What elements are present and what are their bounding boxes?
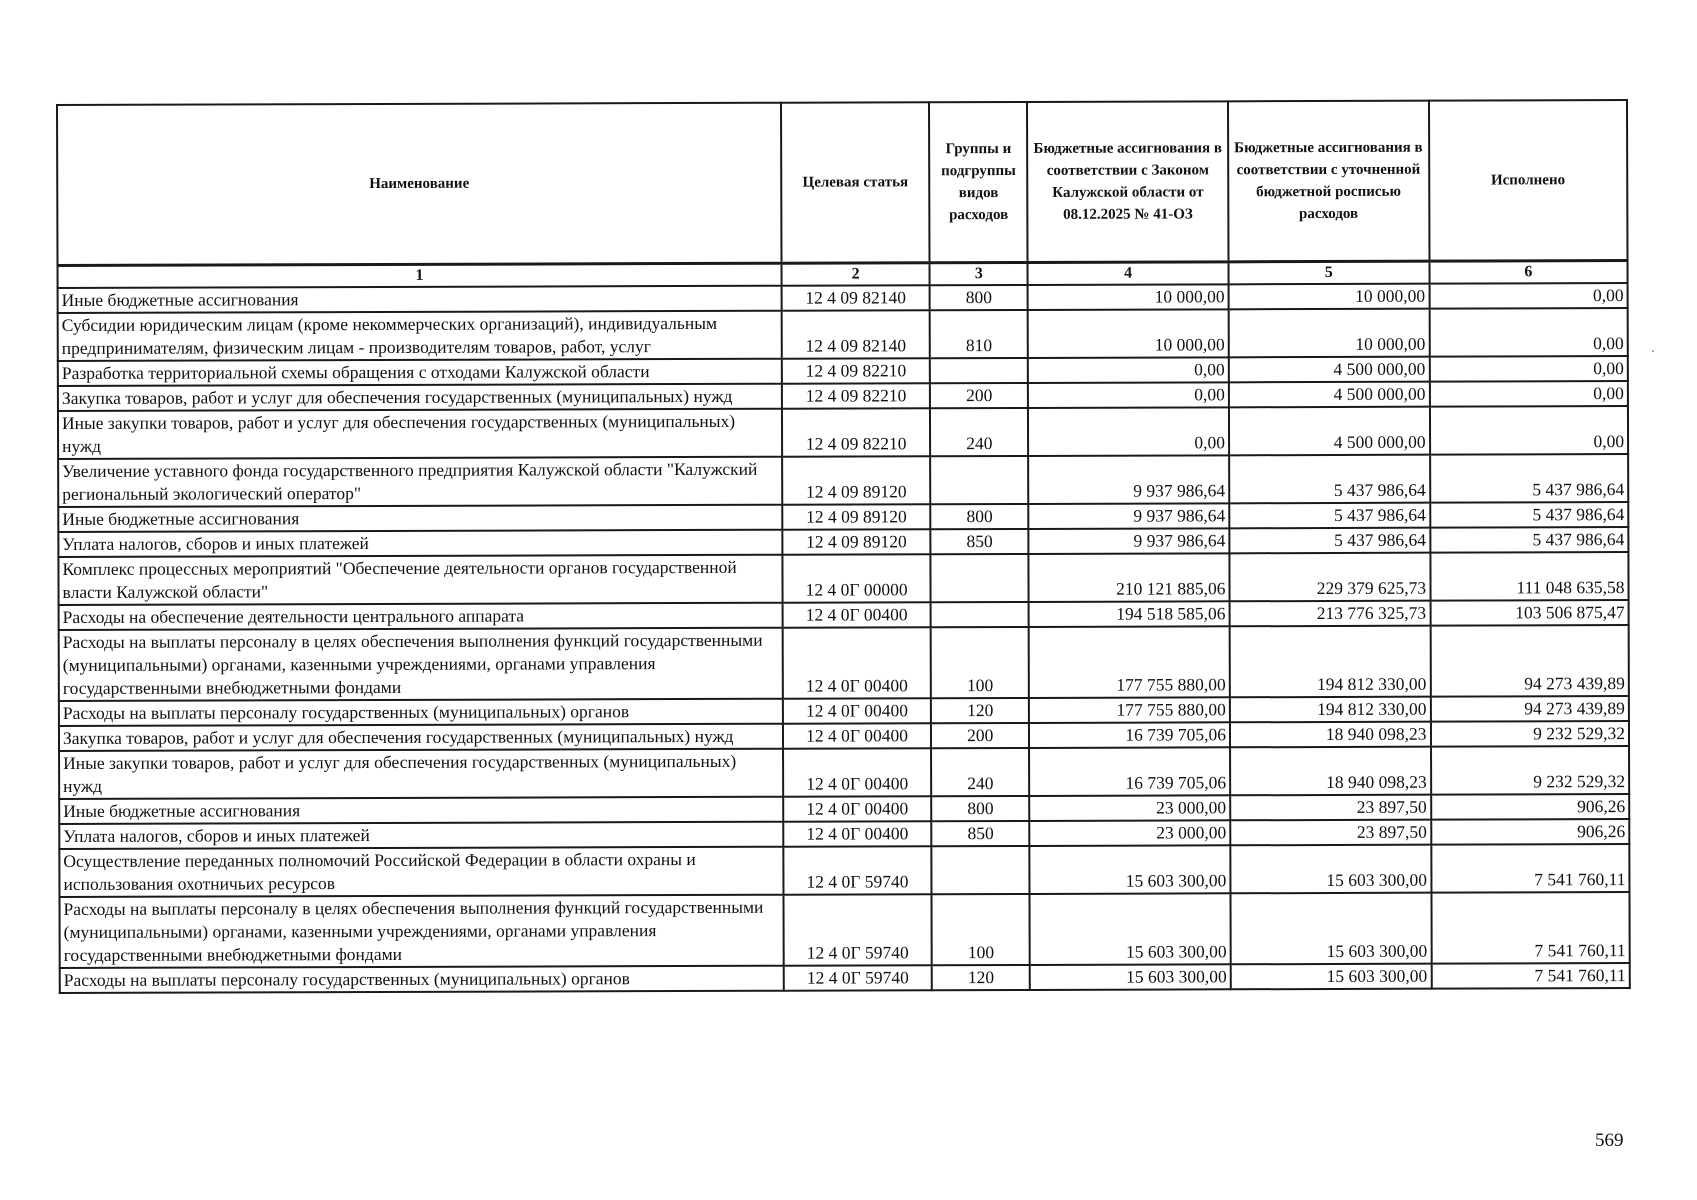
row-law-amount: 23 000,00 xyxy=(1030,795,1231,821)
budget-table-container xyxy=(56,104,1628,994)
row-expense-group: 100 xyxy=(932,894,1030,965)
row-name: Иные бюджетные ассигнования xyxy=(58,505,782,532)
row-law-amount: 16 739 705,06 xyxy=(1029,747,1230,796)
table-row xyxy=(59,625,1629,701)
row-executed-amount: 9 232 529,32 xyxy=(1431,746,1630,795)
row-expense-group: 810 xyxy=(930,310,1028,358)
row-target-article: 12 4 09 82210 xyxy=(782,358,930,383)
row-plan-amount: 10 000,00 xyxy=(1229,284,1430,310)
row-name: Уплата налогов, сборов и иных платежей xyxy=(58,530,782,557)
row-name: Иные бюджетные ассигнования xyxy=(58,286,782,313)
row-law-amount: 0,00 xyxy=(1028,407,1229,456)
row-target-article: 12 4 0Г 00400 xyxy=(783,723,931,748)
table-row xyxy=(58,308,1628,361)
row-name: Уплата налогов, сборов и иных платежей xyxy=(59,822,783,849)
row-law-amount: 9 937 986,64 xyxy=(1029,503,1230,529)
table-row xyxy=(59,844,1629,897)
row-plan-amount: 15 603 300,00 xyxy=(1230,845,1431,894)
row-name: Иные бюджетные ассигнования xyxy=(59,797,783,824)
row-expense-group: 800 xyxy=(931,796,1029,821)
row-executed-amount: 0,00 xyxy=(1429,381,1628,407)
row-plan-amount: 4 500 000,00 xyxy=(1229,407,1430,456)
table-row xyxy=(58,454,1628,507)
row-target-article: 12 4 09 89120 xyxy=(782,529,930,554)
row-plan-amount: 194 812 330,00 xyxy=(1230,697,1431,723)
row-name: Увеличение уставного фонда государственного предприятия Калужской области "Калужский региональный экологический оператор" xyxy=(58,457,782,507)
row-plan-amount: 194 812 330,00 xyxy=(1230,626,1431,698)
row-executed-amount: 0,00 xyxy=(1429,308,1628,357)
row-executed-amount: 7 541 760,11 xyxy=(1431,844,1630,893)
row-target-article: 12 4 0Г 00000 xyxy=(782,554,930,602)
row-target-article: 12 4 0Г 59740 xyxy=(783,894,931,965)
row-target-article: 12 4 0Г 00400 xyxy=(783,627,931,698)
row-target-article: 12 4 09 82210 xyxy=(782,408,930,456)
row-plan-amount: 15 603 300,00 xyxy=(1231,964,1432,990)
row-target-article: 12 4 09 82140 xyxy=(782,310,930,358)
row-executed-amount: 906,26 xyxy=(1431,794,1630,820)
column-number: 1 xyxy=(58,263,782,288)
row-name: Иные закупки товаров, работ и услуг для обеспечения государственных (муниципальных) нужд xyxy=(59,749,783,799)
table-body xyxy=(58,283,1630,993)
table-row xyxy=(58,552,1628,605)
header-executed: Исполнено xyxy=(1429,100,1628,261)
table-row xyxy=(59,892,1629,968)
header-name: Наименование xyxy=(57,103,781,266)
row-expense-group xyxy=(930,358,1028,383)
row-plan-amount: 5 437 986,64 xyxy=(1229,528,1430,554)
header-target-article: Целевая статья xyxy=(781,102,930,263)
row-executed-amount: 5 437 986,64 xyxy=(1430,454,1629,503)
row-expense-group: 240 xyxy=(931,748,1029,796)
row-executed-amount: 7 541 760,11 xyxy=(1431,892,1630,964)
row-plan-amount: 5 437 986,64 xyxy=(1229,455,1430,504)
row-executed-amount: 103 506 875,47 xyxy=(1430,600,1629,626)
row-executed-amount: 94 273 439,89 xyxy=(1430,625,1629,697)
row-expense-group: 850 xyxy=(931,821,1029,846)
scan-speck xyxy=(1652,350,1654,352)
row-plan-amount: 18 940 098,23 xyxy=(1230,747,1431,796)
row-target-article: 12 4 0Г 00400 xyxy=(783,602,931,627)
row-name: Разработка территориальной схемы обращения с отходами Калужской области xyxy=(58,359,782,386)
budget-table xyxy=(56,99,1631,994)
row-expense-group: 800 xyxy=(930,285,1028,310)
row-expense-group: 100 xyxy=(931,627,1029,698)
column-number: 5 xyxy=(1228,261,1429,284)
row-expense-group: 850 xyxy=(931,529,1029,554)
row-executed-amount: 7 541 760,11 xyxy=(1431,963,1630,989)
row-executed-amount: 5 437 986,64 xyxy=(1430,502,1629,528)
row-expense-group: 240 xyxy=(930,408,1028,456)
row-law-amount: 177 755 880,00 xyxy=(1029,626,1230,698)
row-executed-amount: 0,00 xyxy=(1430,406,1629,455)
row-law-amount: 0,00 xyxy=(1028,357,1229,383)
row-expense-group xyxy=(931,554,1029,602)
row-law-amount: 10 000,00 xyxy=(1028,309,1229,358)
row-target-article: 12 4 0Г 59740 xyxy=(783,846,931,894)
page-number: 569 xyxy=(1595,1130,1624,1151)
row-plan-amount: 18 940 098,23 xyxy=(1230,722,1431,748)
row-expense-group xyxy=(932,846,1030,894)
row-executed-amount: 111 048 635,58 xyxy=(1430,552,1629,601)
row-name: Расходы на выплаты персоналу в целях обеспечения выполнения функций государственными (муниципальными) органами, казенными учреждениями, органами управления государственными внебюджетными фондами xyxy=(59,895,783,968)
row-plan-amount: 23 897,50 xyxy=(1230,820,1431,846)
row-target-article: 12 4 09 89120 xyxy=(782,504,930,529)
row-name: Иные закупки товаров, работ и услуг для обеспечения государственных (муниципальных) нужд xyxy=(58,409,782,459)
row-executed-amount: 0,00 xyxy=(1429,283,1628,309)
row-target-article: 12 4 0Г 00400 xyxy=(783,821,931,846)
row-target-article: 12 4 09 89120 xyxy=(782,456,930,504)
row-name: Комплекс процессных мероприятий "Обеспечение деятельности органов государственной власти Калужской области" xyxy=(58,555,782,605)
row-plan-amount: 5 437 986,64 xyxy=(1229,503,1430,529)
row-law-amount: 210 121 885,06 xyxy=(1029,553,1230,602)
row-law-amount: 194 518 585,06 xyxy=(1029,601,1230,627)
row-plan-amount: 23 897,50 xyxy=(1230,795,1431,821)
row-executed-amount: 5 437 986,64 xyxy=(1430,527,1629,553)
column-number: 3 xyxy=(930,262,1028,285)
header-revised-allocations: Бюджетные ассигнования в соответствии с уточненной бюджетной росписью расходов xyxy=(1228,101,1429,262)
row-target-article: 12 4 0Г 00400 xyxy=(783,796,931,821)
row-target-article: 12 4 0Г 00400 xyxy=(783,748,931,796)
row-expense-group: 120 xyxy=(931,698,1029,723)
row-name: Закупка товаров, работ и услуг для обеспечения государственных (муниципальных) нужд xyxy=(59,724,783,751)
table-row xyxy=(58,406,1628,459)
row-name: Расходы на обеспечение деятельности центрального аппарата xyxy=(59,603,783,630)
row-plan-amount: 4 500 000,00 xyxy=(1229,382,1430,408)
row-executed-amount: 9 232 529,32 xyxy=(1430,721,1629,747)
row-target-article: 12 4 09 82140 xyxy=(782,285,930,310)
row-name: Закупка товаров, работ и услуг для обеспечения государственных (муниципальных) нужд xyxy=(58,384,782,411)
column-number: 4 xyxy=(1028,262,1229,285)
row-law-amount: 177 755 880,00 xyxy=(1029,697,1230,723)
row-law-amount: 15 603 300,00 xyxy=(1030,964,1231,990)
row-plan-amount: 213 776 325,73 xyxy=(1230,601,1431,627)
row-expense-group xyxy=(931,602,1029,627)
row-law-amount: 23 000,00 xyxy=(1030,820,1231,846)
table-row xyxy=(60,963,1630,993)
row-target-article: 12 4 0Г 00400 xyxy=(783,698,931,723)
row-expense-group: 800 xyxy=(930,504,1028,529)
row-plan-amount: 15 603 300,00 xyxy=(1230,893,1431,965)
row-name: Расходы на выплаты персоналу государственных (муниципальных) органов xyxy=(59,699,783,726)
row-executed-amount: 906,26 xyxy=(1431,819,1630,845)
row-name: Осуществление переданных полномочий Российской Федерации в области охраны и использования охотничьих ресурсов xyxy=(59,847,783,897)
row-law-amount: 10 000,00 xyxy=(1028,284,1229,310)
row-law-amount: 9 937 986,64 xyxy=(1028,455,1229,504)
row-law-amount: 16 739 705,06 xyxy=(1029,722,1230,748)
row-executed-amount: 0,00 xyxy=(1429,356,1628,382)
row-law-amount: 15 603 300,00 xyxy=(1030,845,1231,894)
row-target-article: 12 4 0Г 59740 xyxy=(784,965,932,990)
row-law-amount: 9 937 986,64 xyxy=(1029,528,1230,554)
column-number: 2 xyxy=(781,263,929,286)
row-expense-group xyxy=(930,456,1028,504)
row-name: Расходы на выплаты персоналу государственных (муниципальных) органов xyxy=(60,966,784,993)
row-plan-amount: 4 500 000,00 xyxy=(1229,357,1430,383)
column-number: 6 xyxy=(1429,261,1628,284)
row-plan-amount: 10 000,00 xyxy=(1229,309,1430,358)
row-plan-amount: 229 379 625,73 xyxy=(1229,553,1430,602)
table-row xyxy=(59,746,1629,799)
row-expense-group: 200 xyxy=(931,723,1029,748)
row-executed-amount: 94 273 439,89 xyxy=(1430,696,1629,722)
row-expense-group: 120 xyxy=(932,965,1030,990)
row-expense-group: 200 xyxy=(930,383,1028,408)
row-law-amount: 0,00 xyxy=(1028,382,1229,408)
header-row xyxy=(57,100,1627,265)
row-law-amount: 15 603 300,00 xyxy=(1030,893,1231,965)
row-target-article: 12 4 09 82210 xyxy=(782,383,930,408)
header-law-allocations: Бюджетные ассигнования в соответствии с Законом Калужской области от 08.12.2025 № 41-ОЗ xyxy=(1027,101,1228,262)
header-expense-groups: Группы и подгруппы видов расходов xyxy=(929,102,1028,263)
row-name: Субсидии юридическим лицам (кроме некоммерческих организаций), индивидуальным предпринимателям, физическим лицам - производителям товаров, работ, услуг xyxy=(58,311,782,361)
row-name: Расходы на выплаты персоналу в целях обеспечения выполнения функций государственными (муниципальными) органами, казенными учреждениями, органами управления государственными внебюджетными фондами xyxy=(59,628,783,701)
